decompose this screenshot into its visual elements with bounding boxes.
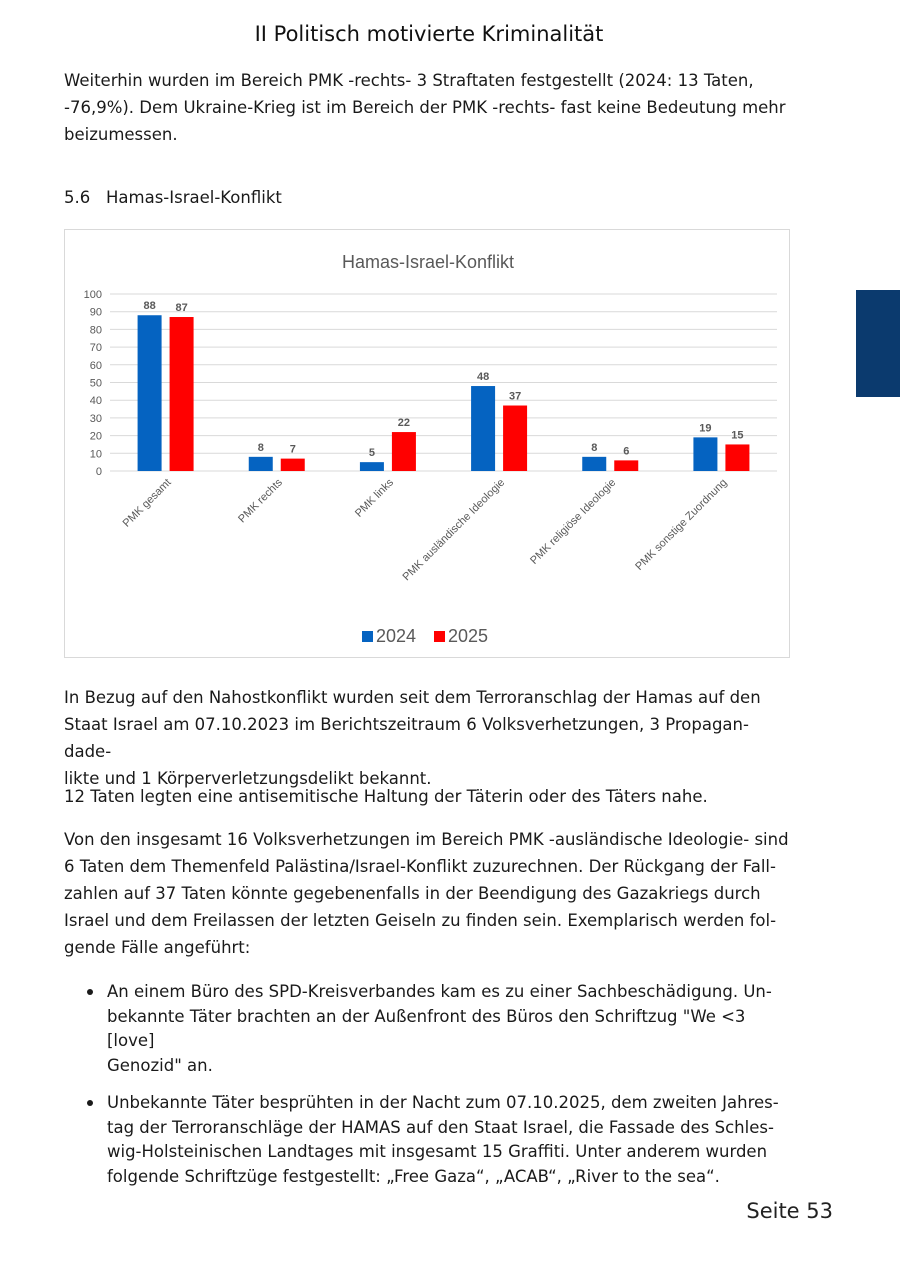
intro-line: -76,9%). Dem Ukraine-Krieg ist im Bereich der PMK -rechts- fast keine Bedeutung mehr — [64, 98, 786, 117]
paragraph-line: 6 Taten dem Themenfeld Palästina/Israel-Konflikt zuzurechnen. Der Rückgang der Fall- — [64, 857, 776, 876]
list-item-line: wig-Holsteinischen Landtages mit insgesamt 15 Graffiti. Unter anderem wurden — [107, 1142, 768, 1161]
bar-2025 — [503, 406, 527, 471]
section-title: Hamas-Israel-Konflikt — [106, 188, 282, 207]
list-item-line: tag der Terroranschläge der HAMAS auf den Staat Israel, die Fassade des Schles- — [107, 1117, 774, 1137]
y-tick-label: 90 — [89, 306, 102, 319]
y-tick-label: 50 — [89, 377, 102, 390]
paragraph-antisemitisch — [64, 783, 792, 810]
data-label: 22 — [397, 417, 411, 430]
page-number: Seite 53 — [746, 1199, 833, 1223]
data-label: 15 — [731, 429, 744, 442]
y-tick-label: 20 — [89, 430, 102, 443]
data-label: 5 — [368, 447, 375, 460]
paragraph-line: zahlen auf 37 Taten könnte gegebenenfalls in der Beendigung des Gazakriegs durch — [64, 884, 761, 903]
legend-swatch — [362, 631, 373, 642]
data-label: 6 — [623, 445, 630, 458]
list-item-line: bekannte Täter brachten an der Außenfront des Büros den Schriftzug "We <3 [love] — [107, 1006, 746, 1050]
bar-2024 — [693, 437, 717, 471]
bar-2024 — [138, 315, 162, 471]
bar-2024 — [471, 386, 495, 471]
data-label: 37 — [508, 390, 522, 403]
x-tick-label: PMK sonstige Zuordnung — [633, 476, 730, 573]
data-label: 8 — [257, 441, 264, 454]
case-list — [84, 980, 794, 1202]
list-item-line: Genozid" an. — [107, 1055, 213, 1075]
paragraph-line: gende Fälle angeführt: — [64, 938, 251, 957]
list-item-line: folgende Schriftzüge festgestellt: „Free Gaza“, „ACAB“, „River to the sea“. — [107, 1166, 720, 1186]
intro-line: Weiterhin wurden im Bereich PMK -rechts- 3 Straftaten festgestellt (2024: 13 Taten, — [64, 71, 754, 90]
bar-2024 — [360, 462, 384, 471]
paragraph-nahost — [64, 684, 792, 792]
intro-line: beizumessen. — [64, 125, 178, 144]
section-number: 5.6 — [64, 188, 91, 207]
chart-container — [64, 229, 790, 658]
bar-2025 — [281, 459, 305, 471]
y-tick-label: 40 — [89, 395, 102, 408]
bar-chart — [65, 230, 791, 659]
list-item-line: An einem Büro des SPD-Kreisverbandes kam es zu einer Sachbeschädigung. Un- — [107, 982, 772, 1001]
y-tick-label: 70 — [89, 342, 102, 355]
x-tick-label: PMK links — [352, 476, 397, 520]
list-item-line: Unbekannte Täter besprühten in der Nacht zum 07.10.2025, dem zweiten Jahres- — [107, 1093, 779, 1112]
paragraph-line: In Bezug auf den Nahostkonflikt wurden seit dem Terroranschlag der Hamas auf den — [64, 688, 761, 707]
data-label: 48 — [476, 371, 490, 384]
legend-label: 2025 — [448, 626, 489, 646]
data-label: 7 — [289, 443, 296, 456]
data-label: 88 — [143, 300, 156, 313]
legend-label: 2024 — [376, 626, 417, 646]
chart-title: Hamas-Israel-Konflikt — [341, 252, 515, 272]
x-tick-label: PMK religiöse Ideologie — [528, 476, 619, 567]
x-tick-label: PMK gesamt — [120, 476, 174, 530]
chapter-side-tab — [856, 290, 900, 397]
intro-paragraph — [64, 67, 792, 148]
paragraph-line: Israel und dem Freilassen der letzten Geiseln zu finden sein. Exemplarisch werden fol- — [64, 911, 777, 930]
paragraph-line: 12 Taten legten eine antisemitische Haltung der Täterin oder des Täters nahe. — [64, 787, 708, 806]
paragraph-line: Von den insgesamt 16 Volksverhetzungen im Bereich PMK -ausländische Ideologie- sind — [64, 830, 789, 849]
y-tick-label: 30 — [89, 412, 102, 425]
bullet-icon — [87, 1100, 93, 1106]
data-label: 87 — [175, 302, 188, 315]
data-label: 19 — [699, 422, 712, 435]
case-list-item — [84, 1091, 794, 1189]
paragraph-line: likte und 1 Körperverletzungsdelikt bekannt. — [64, 769, 432, 788]
x-tick-label: PMK ausländische Ideologie — [400, 476, 508, 584]
bar-2025 — [725, 444, 749, 471]
paragraph-line: Staat Israel am 07.10.2023 im Berichtszeitraum 6 Volksverhetzungen, 3 Propagan-dade- — [64, 715, 749, 761]
y-tick-label: 80 — [89, 324, 102, 337]
data-label: 8 — [591, 441, 598, 454]
x-tick-label: PMK rechts — [236, 476, 285, 526]
bar-2024 — [249, 457, 273, 471]
paragraph-volksverhetzungen — [64, 826, 792, 961]
y-tick-label: 100 — [83, 289, 102, 301]
y-tick-label: 0 — [95, 466, 102, 478]
bullet-icon — [87, 989, 93, 995]
bar-2025 — [170, 317, 194, 471]
case-list-item — [84, 980, 794, 1078]
bar-2025 — [392, 432, 416, 471]
bar-2024 — [582, 457, 606, 471]
bar-2025 — [614, 460, 638, 471]
page-header-title: II Politisch motivierte Kriminalität — [254, 22, 604, 46]
legend-swatch — [434, 631, 445, 642]
section-heading — [64, 188, 282, 207]
y-tick-label: 10 — [89, 448, 102, 461]
y-tick-label: 60 — [89, 359, 102, 372]
